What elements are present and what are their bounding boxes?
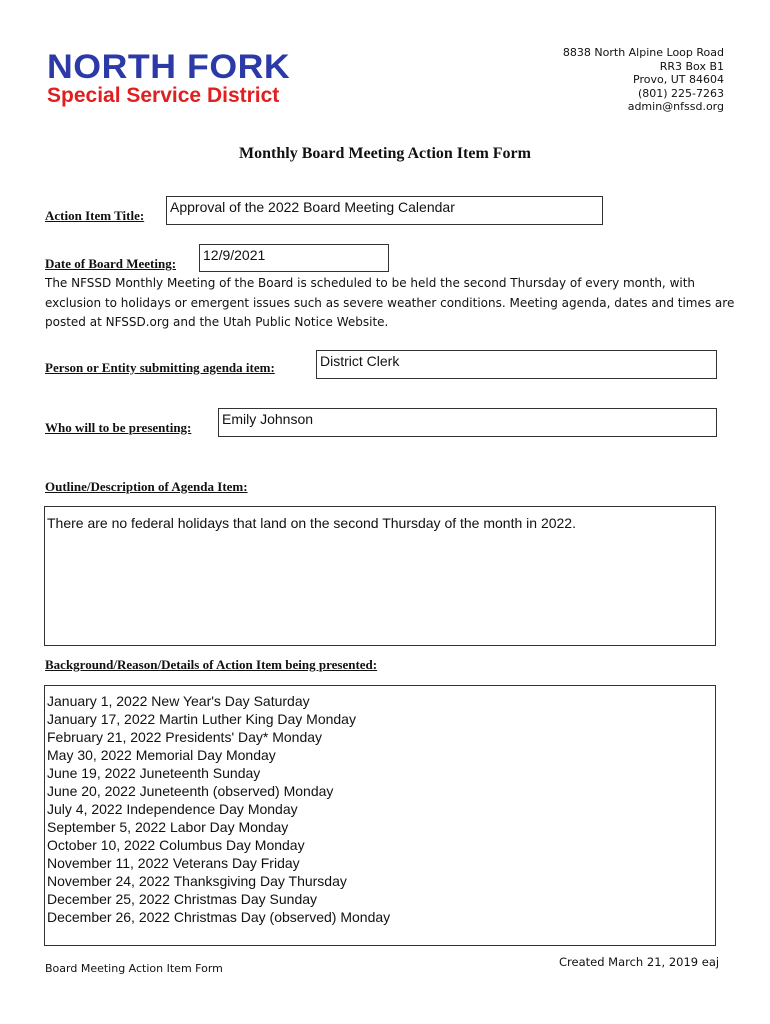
list-item: July 4, 2022 Independence Day Monday [47, 801, 298, 817]
district-logo [47, 48, 291, 108]
presenter-value: Emily Johnson [222, 411, 314, 427]
meeting-date-value: 12/9/2021 [203, 247, 266, 263]
list-item: February 21, 2022 Presidents' Day* Monday [47, 729, 323, 745]
presenter-label: Who will to be presenting: [45, 420, 192, 435]
list-item: October 10, 2022 Columbus Day Monday [47, 837, 305, 853]
meeting-date-label: Date of Board Meeting: [45, 256, 177, 271]
holiday-list [47, 692, 390, 926]
list-item: September 5, 2022 Labor Day Monday [47, 819, 289, 835]
list-item: November 11, 2022 Veterans Day Friday [47, 855, 300, 871]
background-label: Background/Reason/Details of Action Item being presented: [45, 657, 378, 672]
list-item: June 19, 2022 Juneteenth Sunday [47, 765, 261, 781]
meeting-schedule-note: The NFSSD Monthly Meeting of the Board is scheduled to be held the second Thursday of every month, with exclusion to holidays or emergent issues such as severe weather conditions. Meeting agenda, dates and times are posted at NFSSD.org and the Utah Public Notice Website. [45, 276, 735, 329]
address-city: Provo, UT 84604 [633, 73, 724, 87]
logo-title: NORTH FORK [47, 48, 291, 86]
outline-label: Outline/Description of Agenda Item: [45, 479, 248, 494]
footer-form-name: Board Meeting Action Item Form [45, 962, 223, 975]
outline-value: There are no federal holidays that land on the second Thursday of the month in 2022. [47, 515, 576, 531]
list-item: December 26, 2022 Christmas Day (observed) Monday [47, 909, 391, 925]
submitter-field[interactable] [316, 350, 717, 379]
logo-subtitle: Special Service District [47, 84, 280, 107]
address-box: RR3 Box B1 [659, 59, 724, 73]
address-email: admin@nfssd.org [627, 100, 724, 114]
presenter-field[interactable] [218, 408, 717, 437]
form-title: Monthly Board Meeting Action Item Form [239, 145, 531, 162]
list-item: May 30, 2022 Memorial Day Monday [47, 747, 276, 763]
list-item: December 25, 2022 Christmas Day Sunday [47, 891, 318, 907]
submitter-label: Person or Entity submitting agenda item: [45, 360, 275, 375]
list-item: January 1, 2022 New Year's Day Saturday [47, 693, 310, 709]
address-block [563, 46, 724, 114]
list-item: January 17, 2022 Martin Luther King Day Monday [47, 711, 356, 727]
background-textarea[interactable] [44, 685, 716, 946]
submitter-value: District Clerk [320, 353, 400, 369]
address-phone: (801) 225-7263 [637, 86, 724, 100]
footer-created-date: Created March 21, 2019 eaj [559, 955, 720, 969]
meeting-date-field[interactable] [199, 244, 389, 272]
list-item: November 24, 2022 Thanksgiving Day Thursday [47, 873, 347, 889]
action-item-title-value: Approval of the 2022 Board Meeting Calendar [170, 199, 455, 215]
action-item-title-field[interactable] [166, 196, 603, 225]
outline-textarea[interactable] [44, 506, 716, 646]
action-item-title-label: Action Item Title: [45, 208, 145, 223]
address-street: 8838 North Alpine Loop Road [562, 46, 724, 59]
list-item: June 20, 2022 Juneteenth (observed) Monday [47, 783, 334, 799]
